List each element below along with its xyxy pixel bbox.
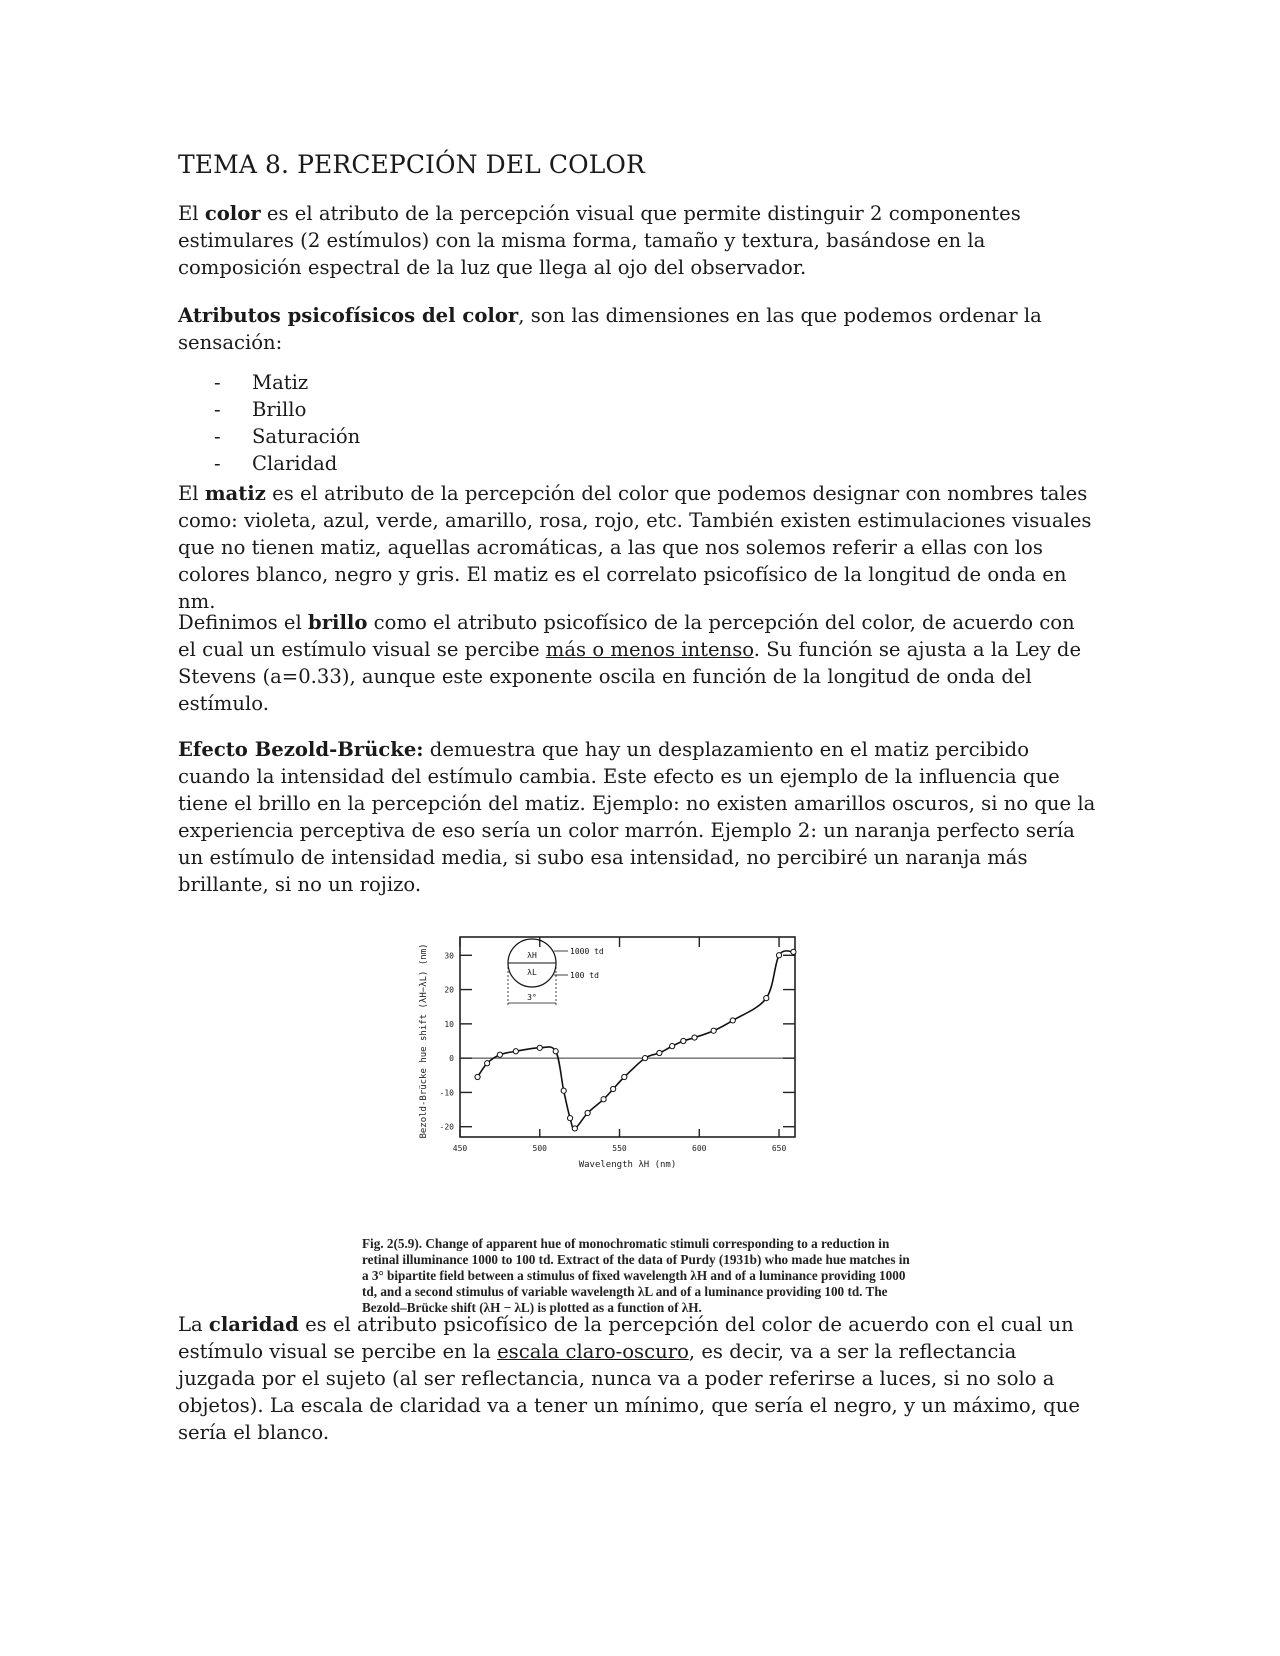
data-point — [572, 1126, 577, 1131]
paragraph-bezold — [178, 736, 1098, 898]
y-tick-label: -20 — [439, 1122, 454, 1132]
text: . Su función se ajusta a la Ley de Stevens (a=0.33), aunque este exponente oscila en función de la longitud de onda del estímulo. — [178, 638, 1082, 715]
underlined-text: más o menos intenso — [545, 638, 754, 661]
data-point — [497, 1052, 502, 1057]
list-item: - Matiz — [214, 369, 360, 396]
x-tick-label: 550 — [612, 1144, 627, 1153]
y-tick-label: 30 — [444, 951, 454, 961]
caption-lead: Fig. 2(5.9). — [362, 1236, 423, 1251]
data-point — [622, 1074, 627, 1079]
data-point — [553, 1049, 558, 1054]
data-point — [561, 1088, 566, 1093]
attribute-list — [214, 369, 360, 477]
x-tick-label: 500 — [532, 1144, 547, 1153]
x-tick-label: 650 — [771, 1144, 787, 1153]
text: como el atributo psicofísico de la percepción del color, de acuerdo con el cual un estímulo visual se percibe — [178, 611, 1075, 661]
bezold-brucke-chart — [410, 925, 850, 1225]
data-point — [567, 1116, 572, 1121]
inset-field-size: 3° — [527, 993, 537, 1002]
y-tick-label: -10 — [439, 1088, 454, 1098]
term-bezold: Efecto Bezold-Brücke: — [178, 738, 424, 761]
text: Definimos el — [178, 611, 309, 634]
text: , son las dimensiones en las que podemos ordenar la sensación: — [178, 304, 1042, 354]
text: es el atributo de la percepción del color que podemos designar con nombres tales como: violeta, azul, verde, amarillo, rosa, rojo, etc. También existen estimulaciones visuales que no tienen matiz, aquellas acromáticas, a las que nos solemos referir a ellas con los colores blanco, negro y gris. El matiz es el correlato psicofísico de la longitud de onda en nm. — [178, 482, 1092, 613]
data-point — [764, 996, 769, 1001]
x-tick-label: 450 — [452, 1144, 468, 1153]
data-point — [776, 953, 781, 958]
data-point — [657, 1050, 662, 1055]
y-tick-label: 10 — [444, 1019, 454, 1029]
paragraph-atributos — [178, 302, 1098, 356]
figure-caption — [362, 1236, 918, 1316]
underlined-text: escala claro-oscuro — [497, 1340, 689, 1363]
paragraph-claridad — [178, 1311, 1098, 1446]
data-point — [585, 1110, 590, 1115]
data-point — [730, 1018, 735, 1023]
plot-frame — [460, 937, 795, 1137]
paragraph-matiz — [178, 480, 1098, 615]
data-point — [611, 1086, 616, 1091]
term-brillo: brillo — [308, 611, 368, 634]
term-claridad: claridad — [208, 1313, 299, 1336]
data-point — [692, 1035, 697, 1040]
paragraph-brillo — [178, 609, 1098, 717]
data-point — [642, 1056, 647, 1061]
paragraph-color — [178, 200, 1098, 281]
data-point — [711, 1028, 716, 1033]
data-point — [670, 1044, 675, 1049]
y-tick-label: 0 — [449, 1054, 454, 1064]
page-title: TEMA 8. PERCEPCIÓN DEL COLOR — [178, 150, 645, 179]
term-matiz: matiz — [204, 482, 266, 505]
data-point — [475, 1074, 480, 1079]
data-point — [513, 1049, 518, 1054]
inset-label-1000: 1000 td — [570, 947, 604, 956]
text: es el atributo psicofísico de la percepción del color de acuerdo con el cual un estímulo visual se percibe en la — [178, 1313, 1074, 1363]
y-tick-label: 20 — [444, 985, 454, 995]
data-point — [537, 1045, 542, 1050]
inset-lambda-h: λH — [527, 951, 537, 960]
data-point — [485, 1061, 490, 1066]
list-item: - Brillo — [214, 396, 360, 423]
list-item: - Saturación — [214, 423, 360, 450]
text: demuestra que hay un desplazamiento en el matiz percibido cuando la intensidad del estímulo cambia. Este efecto es un ejemplo de la influencia que tiene el brillo en la percepción del matiz. Ejemplo: no existen amarillos oscuros, si no que la experiencia perceptiva de eso sería un color marrón. Ejemplo 2: un naranja perfecto sería un estímulo de intensidad media, si subo esa intensidad, no percibiré un naranja más brillante, si no un rojizo. — [178, 738, 1096, 896]
text: es el atributo de la percepción visual que permite distinguir 2 componentes estimulares (2 estímulos) con la misma forma, tamaño y textura, basándose en la composición espectral de la luz que llega al ojo del observador. — [178, 202, 1021, 279]
x-tick-label: 600 — [692, 1144, 707, 1153]
inset-lambda-l: λL — [527, 968, 537, 977]
list-item: - Claridad — [214, 450, 360, 477]
text: , es decir, va a ser la reflectancia juzgada por el sujeto (al ser reflectancia, nunca va a poder referirse a luces, si no solo a objetos). La escala de claridad va a tener un mínimo, que sería el negro, y un máximo, que sería el blanco. — [178, 1340, 1080, 1444]
data-point — [601, 1097, 606, 1102]
data-point — [791, 949, 796, 954]
text: La — [178, 1313, 209, 1336]
data-point — [681, 1038, 686, 1043]
text: El — [178, 202, 205, 225]
text: El — [178, 482, 205, 505]
x-axis-label: Wavelength λH (nm) — [578, 1160, 677, 1170]
inset-label-100: 100 td — [570, 971, 599, 980]
series-line — [478, 951, 794, 1129]
y-axis-label: Bezold-Brücke hue shift (λH−λL) (nm) — [419, 943, 429, 1139]
term-atributos: Atributos psicofísicos del color — [178, 304, 519, 327]
term-color: color — [204, 202, 261, 225]
caption-text: Change of apparent hue of monochromatic stimuli corresponding to a reduction in retinal illuminance 1000 to 100 td. Extract of the data of Purdy (1931b) who made hue matches in a 3° bipartite field between a stimulus of fixed wavelength λH and of a luminance providing 1000 td, and a second stimulus of variable wavelength λL and of a luminance providing 100 td. The Bezold–Brücke shift (λH − λL) is plotted as a function of λH. — [362, 1236, 910, 1315]
